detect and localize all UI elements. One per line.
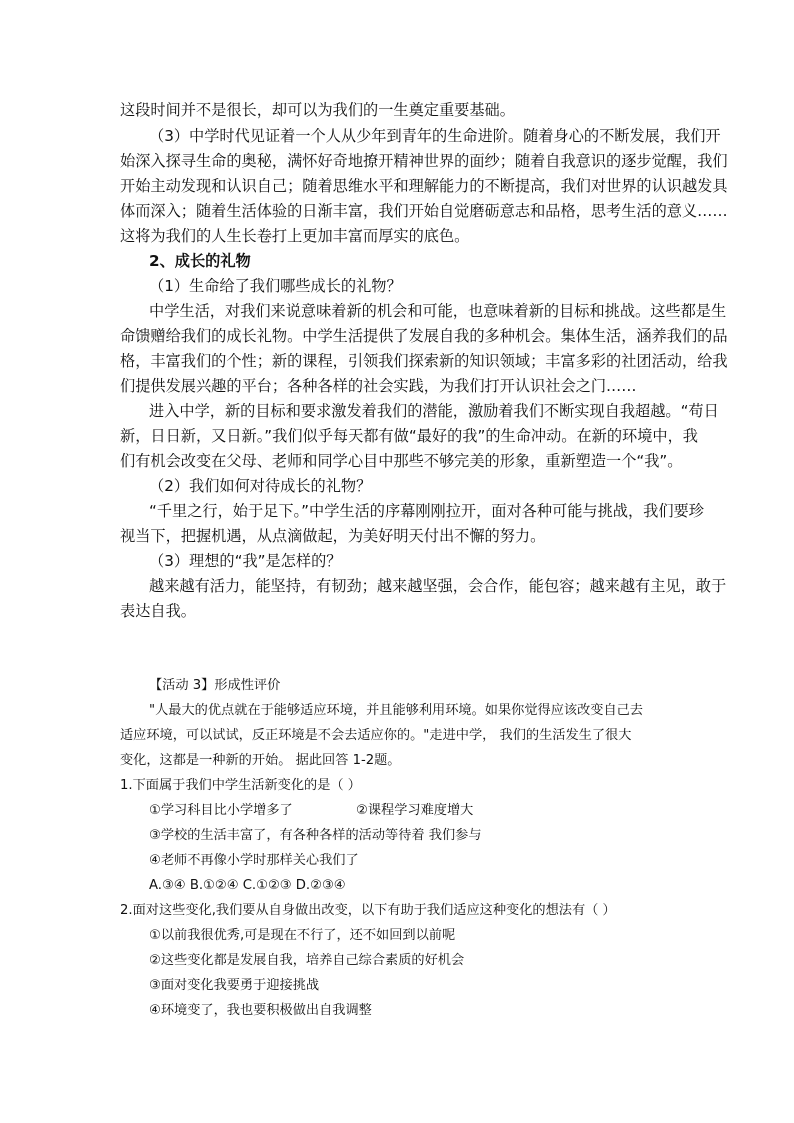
question-option: ②这些变化都是发展自我，培养自己综合素质的好机会 [149, 953, 465, 968]
question-option: ①学习科目比小学增多了 [149, 803, 293, 818]
question-option: ②课程学习难度增大 [356, 803, 474, 818]
question-option: ③学校的生活丰富了，有各种各样的活动等待着 我们参与 [149, 828, 482, 843]
paragraph-line: 们有机会改变在父母、老师和同学心目中那些不够完美的形象，重新塑造一个“我”。 [120, 452, 683, 470]
paragraph-line: 越来越有活力，能坚持，有韧劲；越来越坚强，会合作，能包容；越来越有主见，敢于 [149, 577, 727, 595]
paragraph-line: 命馈赠给我们的成长礼物。中学生活提供了发展自我的多种机会。集体生活，涵养我们的品 [120, 327, 728, 345]
question-heading: （1）生命给了我们哪些成长的礼物？ [149, 277, 402, 295]
section-heading: 2、成长的礼物 [149, 252, 251, 270]
paragraph-line: 中学生活，对我们来说意味着新的机会和可能，也意味着新的目标和挑战。这些都是生 [149, 302, 727, 320]
paragraph-line: 始深入探寻生命的奥秘，满怀好奇地撩开精神世界的面纱；随着自我意识的逐步觉醒，我们 [120, 152, 728, 170]
question-heading: （2）我们如何对待成长的礼物？ [149, 477, 372, 495]
paragraph-line: 这段时间并不是很长，却可以为我们的一生奠定重要基础。 [120, 101, 515, 119]
paragraph-line: 开始主动发现和认识自己；随着思维水平和理解能力的不断提高，我们对世界的认识越发具 [120, 177, 728, 195]
paragraph-line: 格，丰富我们的个性；新的课程，引领我们探索新的知识领域；丰富多彩的社团活动，给我 [120, 352, 728, 370]
question-heading: （3）理想的“我”是怎样的？ [149, 552, 342, 570]
question-option: ④老师不再像小学时那样关心我们了 [149, 853, 359, 868]
answer-choices: A.③④ B.①②④ C.①②③ D.②③④ [149, 878, 346, 893]
paragraph-line: “千里之行，始于足下。”中学生活的序幕刚刚拉开，面对各种可能与挑战，我们要珍 [149, 502, 704, 520]
paragraph-line: 体而深入；随着生活体验的日渐丰富，我们开始自觉磨砺意志和品格，思考生活的意义…… [120, 202, 728, 220]
activity-intro-line: 适应环境，可以试试，反正环境是不会去适应你的。"走进中学， 我们的生活发生了很大 [120, 728, 632, 743]
paragraph-line: 进入中学，新的目标和要求激发着我们的潜能，激励着我们不断实现自我超越。“苟日 [149, 402, 719, 420]
activity-title: 【活动 3】形成性评价 [149, 678, 281, 693]
paragraph-line: 这将为我们的人生长卷打上更加丰富而厚实的底色。 [120, 227, 470, 245]
paragraph-line: 们提供发展兴趣的平台；各种各样的社会实践，为我们打开认识社会之门…… [120, 377, 637, 395]
question-option: ③面对变化我要勇于迎接挑战 [149, 978, 320, 993]
paragraph-line: （3）中学时代见证着一个人从少年到青年的生命进阶。随着身心的不断发展，我们开 [149, 127, 721, 145]
paragraph-line: 视当下，把握机遇，从点滴做起，为美好明天付出不懈的努力。 [120, 527, 546, 545]
paragraph-line: 新，日日新，又日新。”我们似乎每天都有做“最好的我”的生命冲动。在新的环境中，我 [120, 427, 698, 445]
question-stem: 1.下面属于我们中学生活新变化的是（ ） [120, 778, 361, 793]
question-option: ①以前我很优秀,可是现在不行了，还不如回到以前呢 [149, 928, 456, 943]
question-option: ④环境变了，我也要积极做出自我调整 [149, 1003, 372, 1018]
activity-intro-line: "人最大的优点就在于能够适应环境，并且能够利用环境。如果你觉得应该改变自己去 [149, 703, 643, 718]
question-stem: 2.面对这些变化,我们要从自身做出改变，以下有助于我们适应这种变化的想法有（ ） [120, 903, 616, 918]
activity-intro-line: 变化，这都是一种新的开始。 据此回答 1-2题。 [120, 753, 401, 768]
paragraph-line: 表达自我。 [120, 602, 196, 620]
